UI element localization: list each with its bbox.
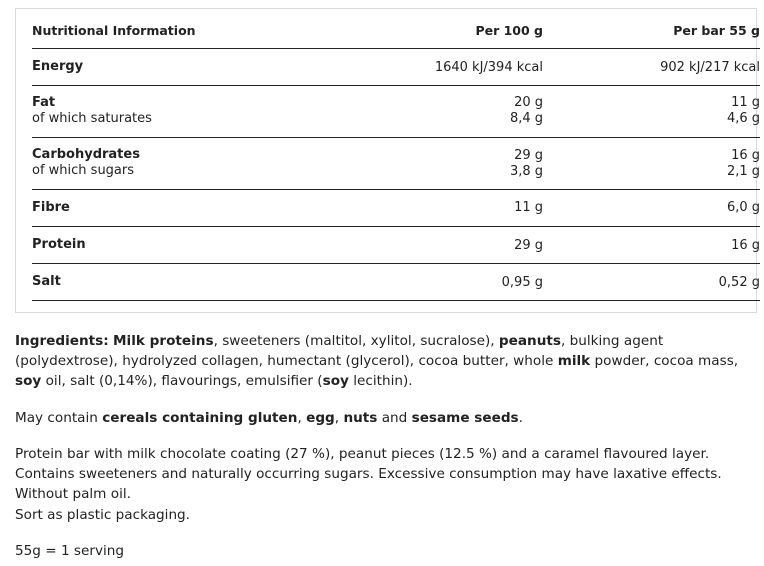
allergen-milk: milk [557, 353, 591, 369]
row-label: Salt [32, 274, 61, 289]
row-subvalue-per-100g: 3,8 g [509, 164, 543, 179]
row-subvalue-per-bar: 4,6 g [726, 111, 760, 126]
row-value-per-bar: 16 g [731, 148, 760, 163]
table-row-energy [32, 49, 760, 86]
table-row-fibre [32, 190, 760, 227]
row-sublabel: of which sugars [32, 163, 135, 178]
row-label: Fat [32, 95, 56, 110]
row-value-per-bar: 6,0 g [726, 200, 760, 215]
row-value-per-100g: 29 g [514, 148, 543, 163]
table-row-carbohydrates [32, 138, 760, 190]
allergen-soy: soy [15, 373, 42, 389]
ingredients-heading: Ingredients: [15, 333, 109, 349]
allergen-peanuts: peanuts [498, 333, 561, 349]
header-per-100g: Per 100 g [475, 23, 543, 38]
allergen-soy-lecithin: soy [322, 373, 349, 389]
allergen-egg: egg [306, 410, 335, 426]
ingredients-paragraph: Ingredients: Milk proteins, sweeteners (maltitol, xylitol, sucralose), peanuts, bulking agent (polydextrose), hydrolyzed collagen, humectant (glycerol), cocoa butter, whole milk powder, cocoa mass, soy oil, salt (0,14%), flavourings, emulsifier (soy lecithin). [15, 333, 739, 389]
row-value-per-100g: 29 g [514, 238, 543, 253]
row-value-per-100g: 1640 kJ/394 kcal [434, 60, 543, 75]
row-value-per-bar: 11 g [731, 95, 760, 110]
table-row-protein [32, 227, 760, 264]
row-subvalue-per-100g: 8,4 g [509, 111, 543, 126]
packaging-note: Sort as plastic packaging. [15, 507, 191, 523]
row-subvalue-per-bar: 2,1 g [726, 164, 760, 179]
table-row-fat [32, 86, 760, 138]
nutrition-table [32, 9, 760, 301]
header-label: Nutritional Information [32, 23, 196, 38]
header-per-bar: Per bar 55 g [673, 23, 760, 38]
row-value-per-100g: 20 g [514, 95, 543, 110]
allergen-sesame: sesame seeds [411, 410, 519, 426]
row-value-per-bar: 0,52 g [718, 275, 760, 290]
row-label: Fibre [32, 200, 70, 215]
row-label: Protein [32, 237, 86, 252]
table-row-salt [32, 264, 760, 301]
allergens-paragraph: May contain cereals containing gluten, egg, nuts and sesame seeds. [15, 410, 523, 426]
table-header-row [32, 9, 760, 49]
serving-size: 55g = 1 serving [15, 543, 125, 559]
row-value-per-100g: 0,95 g [501, 275, 543, 290]
nutrition-table-box [15, 8, 760, 313]
row-value-per-bar: 16 g [731, 238, 760, 253]
row-sublabel: of which saturates [32, 111, 152, 126]
row-value-per-100g: 11 g [514, 200, 543, 215]
allergen-cereals: cereals containing gluten [102, 410, 298, 426]
allergen-nuts: nuts [343, 410, 378, 426]
allergen-milk-proteins: Milk proteins [113, 333, 214, 349]
row-label: Carbohydrates [32, 147, 140, 162]
row-value-per-bar: 902 kJ/217 kcal [660, 60, 760, 75]
row-label: Energy [32, 59, 84, 74]
description-paragraph: Protein bar with milk chocolate coating (27 %), peanut pieces (12.5 %) and a caramel flavoured layer. Contains sweeteners and naturally occurring sugars. Excessive consumption may have laxative effects. Without palm oil. [15, 446, 722, 502]
